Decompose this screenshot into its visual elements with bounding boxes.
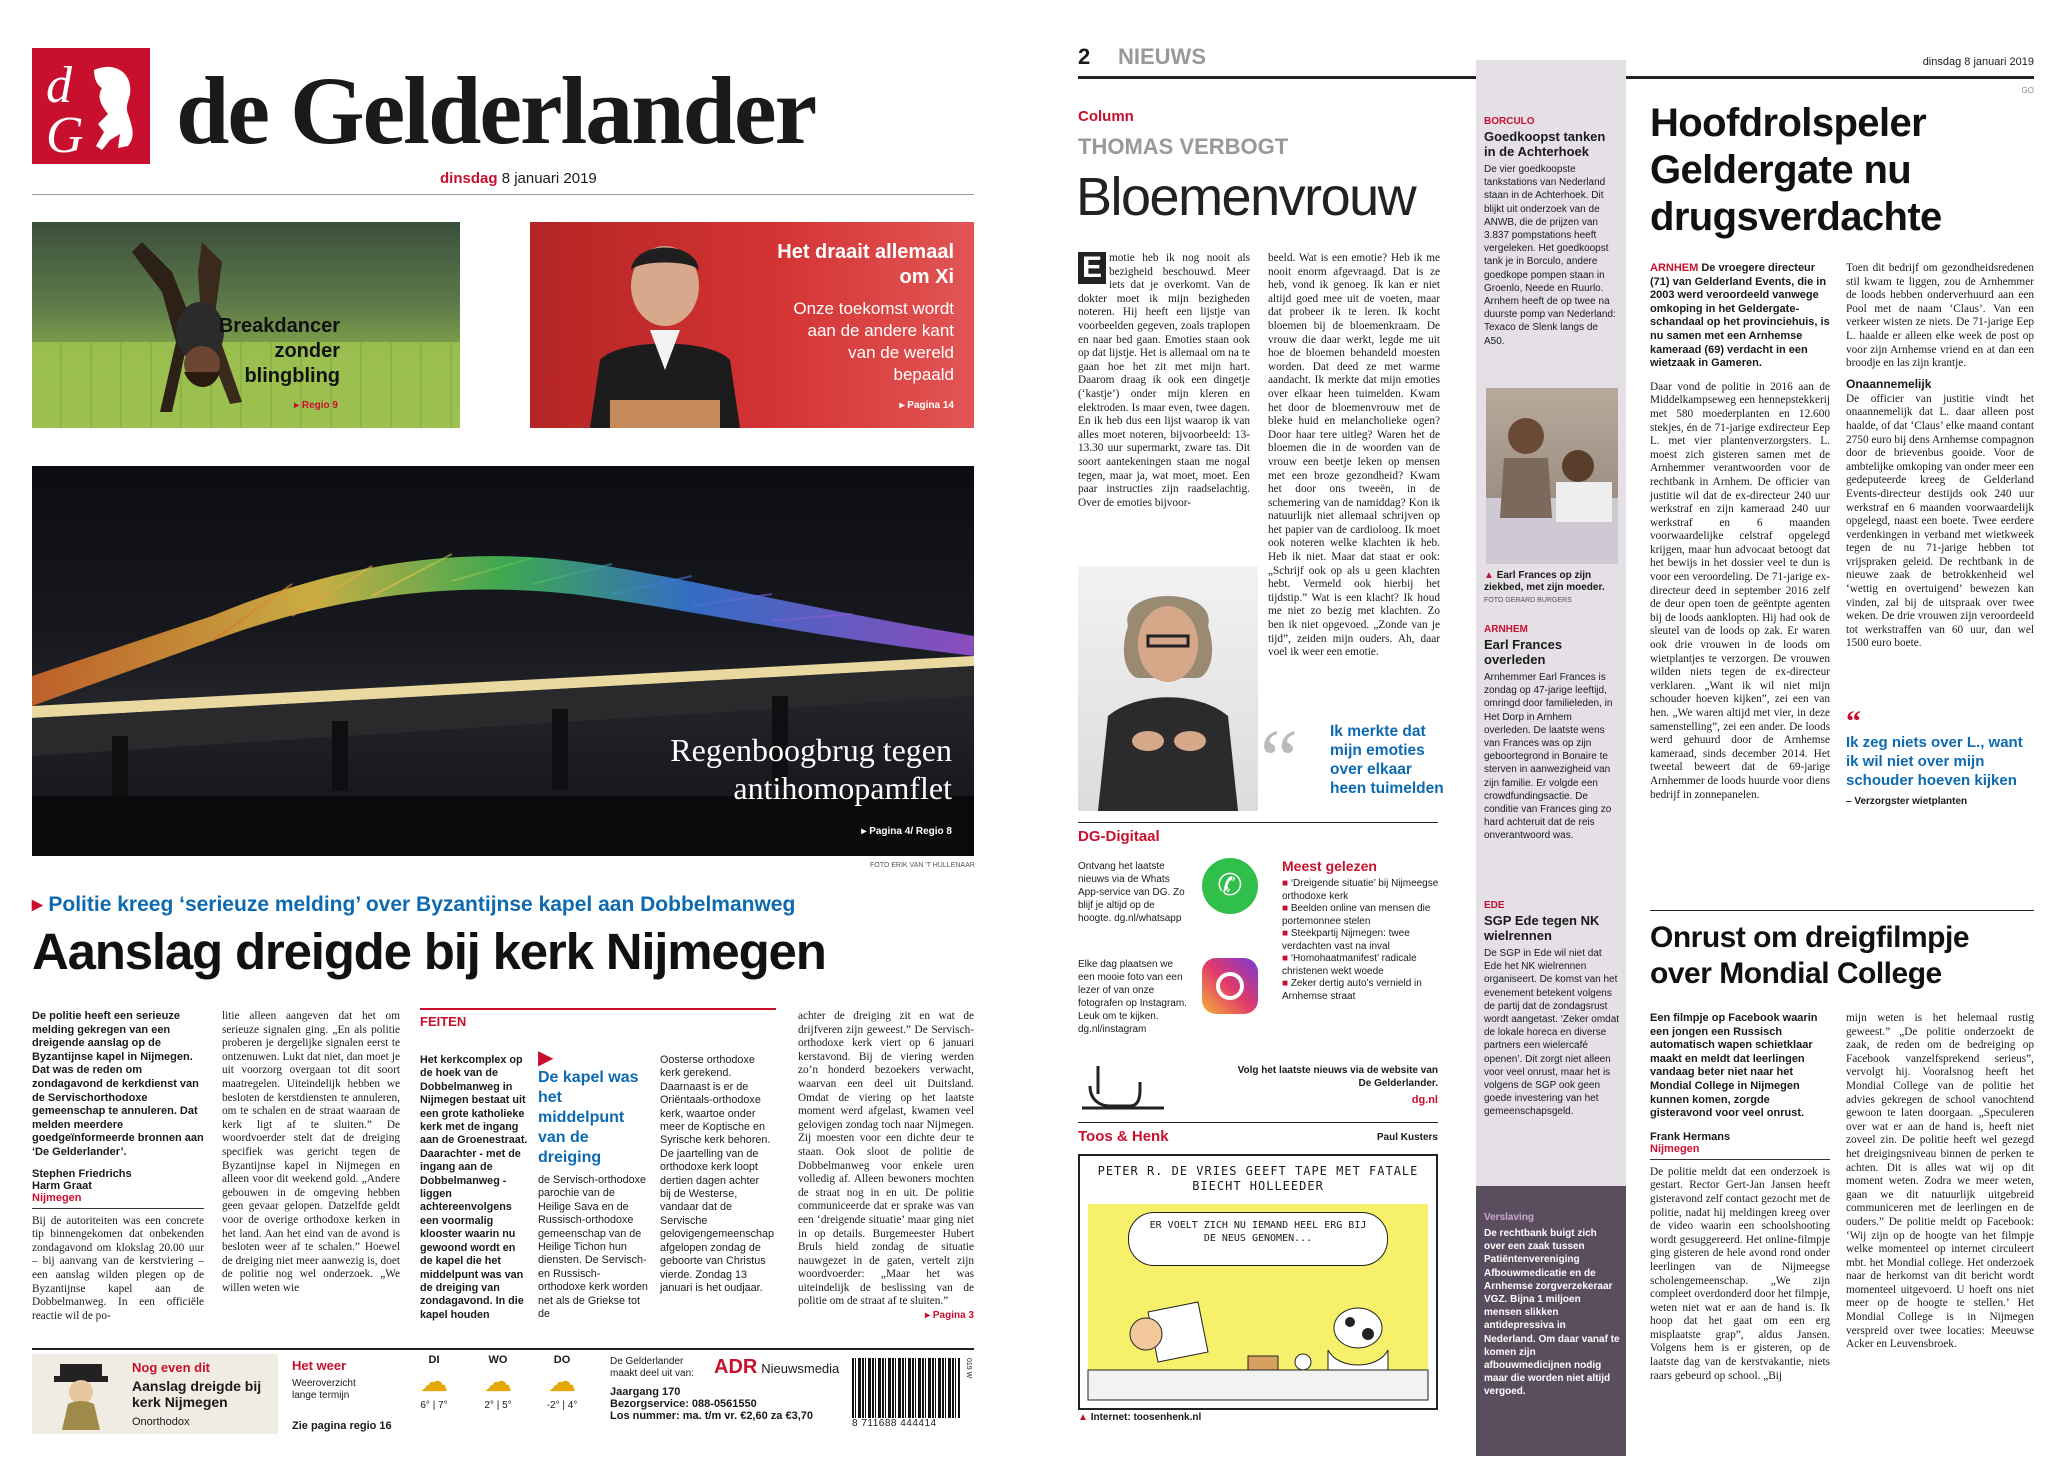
svg-text:d: d bbox=[46, 57, 72, 114]
lead-body-1: Bij de autoriteiten was een concrete tip binnengekomen dat onbekenden zondagavond om klokslag 20.00 uur – bij aanvang van de kerstviering – een aanslag wilden plegen op de Byzantijnse kapel aan de Dobbelmanweg. In een officiële reactie wil de po- bbox=[32, 1214, 204, 1322]
breakdance-photo bbox=[32, 222, 460, 428]
sidebar-block-1 bbox=[1484, 116, 1620, 348]
bullet-icon: ■ bbox=[1282, 928, 1289, 939]
weer-sub: Weeroverzicht lange termijn bbox=[292, 1378, 356, 1401]
story2-divider bbox=[1650, 1159, 1830, 1160]
weer-ref[interactable]: Zie pagina regio 16 bbox=[292, 1420, 392, 1432]
instagram-text[interactable]: Elke dag plaatsen we een mooie foto van een lezer of van onze fotografen op Instagram. Leuk om te kijken. dg.nl/instagram bbox=[1078, 959, 1187, 1035]
barcode-side: 019 W bbox=[965, 1358, 972, 1379]
publisher-line: De Gelderlander maakt deel uit van: bbox=[610, 1356, 694, 1379]
meest-item-text: ‘Dreigende situatie’ bij Nijmeegse orthodoxe kerk bbox=[1282, 878, 1439, 902]
comic-bg bbox=[1088, 1204, 1428, 1400]
nog-label: Nog even dit bbox=[132, 1360, 211, 1375]
story1-quote-src: – Verzorgster wietplanten bbox=[1846, 795, 1968, 807]
arrow-icon: ▸ bbox=[899, 400, 908, 411]
story2-body-1: De politie meldt dat een onderzoek is gestart. Rector Gert-Jan Jansen heeft gisteravond zelf contact gezocht met de politie, nadat hij meldingen kreeg over de video waarin een schoolshooting wordt gesuggereerd. Het online-filmpje ging gisteren de hele avond rond onder leerlingen van de Nijmeegse scholengemeenschap. „We zijn compleet overdonderd door het filmpje, weten niet wat er aan de hand is. Ik hoop dat het gaat om een erg misplaatste grap”, aldus Jansen. Volgens hem is er gisteren, op de laatste dag van de kerstvakantie, niets raars gebeurd op school. „Bij bbox=[1650, 1165, 1830, 1382]
sidebar-block-4 bbox=[1484, 1212, 1620, 1399]
meest-item-text: ‘Homohaatmanifest’ radicale christenen wekt woede bbox=[1282, 953, 1417, 977]
page-number: 2 bbox=[1078, 44, 1091, 69]
b3-title[interactable]: SGP Ede tegen NK wielrennen bbox=[1484, 913, 1600, 943]
story1-body-3: De officier van justitie vindt het onaannemelijk dat L. daar alleen post haalde, of dat ‘Claus’ elke maand contant 2750 euro bij dens Arnhemse compagnon door de brievenbus gooide. Voor de ambtelijke omkoping van onder meer een gedeputeerde kreeg de Gelderland Events-directeur destijds ook 240 uur werkstraf en 6 maanden voorwaardelijk opgelegd, naast een boete. Twee eerdere verdenkingen in verband met wietkweek tegen de nu 71-jarige hebben tot vrijspraken geleid. De rechtbank in de nieuwe zaak de betrokkenheid wel ‘wettig en overtuigend’ bewezen kan vinden, zal bij de uitspraak over twee weken. De drie vrouwen zijn veroordeeld tot werkstraffen van 60 uur, dan wel 1500 euro boete. bbox=[1846, 392, 2034, 650]
sun-cloud-icon: ☁ bbox=[484, 1367, 512, 1398]
story2-headline[interactable]: Onrust om dreigfilmpje over Mondial College bbox=[1650, 921, 1970, 990]
feiten-text-a: Het kerkcomplex op de hoek van de Dobbelmanweg in Nijmegen bestaat uit een grote katholieke kerk met de ingang aan de Groenestraat. Daarachter - met de ingang aan de Dobbelmanweg - liggen achtereenvolgens een voormalig klooster waarin nu gewoond wordt en de kapel die het middelpunt was van de dreiging van zondagavond. In die kapel houden bbox=[420, 1054, 528, 1321]
bridge-ref bbox=[861, 826, 952, 837]
bridge-title[interactable]: Regenboogbrug tegen antihomopamflet bbox=[670, 732, 952, 806]
story2-intro: Een filmpje op Facebook waarin een jongen een Russisch automatisch wapen schietklaar maakt en meldt dat leerlingen vandaag beter niet naar het Mondial College in Nijmegen kunnen komen, zorgde gisteravond voor veel onrust. bbox=[1650, 1012, 1818, 1120]
header-code: GO bbox=[2021, 86, 2034, 95]
comic-bubble-text: ER VOELT ZICH NU IEMAND HEEL ERG BIJ DE NEUS GENOMEN... bbox=[1149, 1220, 1367, 1244]
comic-caption: PETER R. DE VRIES GEEFT TAPE MET FATALE BIECHT HOLLEEDER bbox=[1097, 1164, 1419, 1193]
comic-link-text: Internet: toosenhenk.nl bbox=[1090, 1412, 1202, 1423]
whatsapp-icon[interactable]: ✆ bbox=[1202, 858, 1258, 914]
breakdance-ref bbox=[294, 400, 338, 411]
barcode-number: 8 711688 444414 bbox=[852, 1418, 937, 1429]
bezorgservice: Bezorgservice: 088-0561550 bbox=[610, 1398, 757, 1410]
nog-title: Aanslag dreigde bij kerk Nijmegen bbox=[132, 1378, 262, 1410]
lead-col-5 bbox=[798, 1010, 974, 1321]
sidebar-block-3 bbox=[1484, 900, 1620, 1119]
left-page bbox=[0, 0, 1000, 1470]
losnummer: Los nummer: ma. t/m vr. €2,60 za €3,70 bbox=[610, 1410, 813, 1422]
b1-text: De vier goedkoopste tankstations van Nederland staan in de Achterhoek. Dit blijkt uit onderzoek van de ANWB, die de prijzen van 3.837 pompstations heeft vergeleken. Het goedkoopst tank je in Borculo, andere goedkope pompen staan in Groenlo, Neede en Ruurlo. Arnhem heeft de op twee na duurste pomp van Nederland: Texaco de Slenk langs de A50. bbox=[1484, 164, 1616, 347]
adr-text: ADR bbox=[714, 1356, 758, 1378]
feiten-quote: De kapel was het middelpunt van de dreiging bbox=[538, 1069, 639, 1166]
b1-place: BORCULO bbox=[1484, 116, 1535, 127]
story1-intro bbox=[1650, 262, 1830, 371]
b2-text: Arnhemmer Earl Frances is zondag op 47-jarige leeftijd, omringd door familieleden, in Het Dorp in Arnhem overleden. De laatste wens van Frances was op zijn geboortegrond in Bonaire te sterven in aanwezigheid van zijn familie. Er volgde een crowdfundingsactie. De conditie van Frances ging zo hard achteruit dat de reis onverantwoord was. bbox=[1484, 672, 1613, 842]
column-quote bbox=[1260, 711, 1446, 807]
comic-label: Toos & Henk bbox=[1078, 1128, 1169, 1145]
lead-col-1 bbox=[32, 1010, 204, 1323]
volg-url[interactable]: dg.nl bbox=[1411, 1094, 1438, 1106]
date-rest: 8 januari 2019 bbox=[501, 170, 597, 187]
lead-headline[interactable]: Aanslag dreigde bij kerk Nijmegen bbox=[32, 923, 826, 980]
feiten-box bbox=[420, 1008, 776, 1330]
bridge-ref-text: Pagina 4/ Regio 8 bbox=[869, 826, 952, 837]
breakdance-ref-text: Regio 9 bbox=[301, 400, 338, 411]
news-sidebar bbox=[1476, 60, 1626, 1460]
day-temp: 2° | 5° bbox=[484, 1400, 512, 1411]
comic-panel bbox=[1078, 1154, 1438, 1410]
comic-bubble bbox=[1128, 1212, 1388, 1266]
header-date: dinsdag 8 januari 2019 bbox=[1922, 56, 2034, 68]
day-label: WO bbox=[488, 1354, 508, 1366]
lead-continue-ref[interactable] bbox=[798, 1310, 974, 1321]
comic-rule bbox=[1078, 1122, 1438, 1123]
xi-photo bbox=[530, 222, 974, 428]
arrow-icon: ▸ bbox=[861, 826, 870, 837]
digitaal-label: DG-Digitaal bbox=[1078, 828, 1160, 845]
day-label: DI bbox=[428, 1354, 440, 1366]
arrow-icon: ▸ bbox=[294, 400, 302, 411]
weather-day-1 bbox=[404, 1354, 464, 1411]
story1-place: ARNHEM bbox=[1650, 262, 1699, 274]
b2-title[interactable]: Earl Frances overleden bbox=[1484, 637, 1563, 667]
bullet-icon: ■ bbox=[1282, 978, 1289, 989]
svg-text:G: G bbox=[46, 107, 84, 164]
feiten-text-c: Oosterse orthodoxe kerk gerekend. Daarnaast is er de Oriëntaals-orthodoxe kerk, waartoe onder meer de Koptische en Syrische kerk behoren. De jaartelling van de orthodoxe kerk loopt dertien dagen achter bij de Westerse, vandaar dat de Servische gelovigengemeenschap afgelopen zondag de geboorte van Christus vierde. Zondag 13 januari is het oudjaar. bbox=[660, 1054, 775, 1294]
volg-text: Volg het laatste nieuws via de website van De Gelderlander. bbox=[1237, 1065, 1438, 1089]
priest-cartoon-icon bbox=[46, 1360, 116, 1430]
bullet-icon: ■ bbox=[1282, 953, 1289, 964]
instagram-lens bbox=[1216, 972, 1244, 1000]
bridge-credit: FOTO ERIK VAN 'T HULLENAAR bbox=[870, 862, 975, 869]
day-temp: -2° | 4° bbox=[546, 1400, 578, 1411]
quote-mark-icon: “ bbox=[1260, 711, 1299, 807]
nog-even-dit[interactable] bbox=[32, 1354, 278, 1434]
publisher-box bbox=[610, 1356, 850, 1422]
bridge-photo bbox=[32, 466, 974, 856]
quote-arrow-icon: ▶ bbox=[538, 1047, 554, 1069]
arrow-icon: ▸ bbox=[925, 1310, 933, 1321]
column-quote-text: Ik merkte dat mijn emoties over elkaar heen tuimelden bbox=[1330, 723, 1444, 797]
meest-item-text: Zeker dertig auto’s vernield in Arnhemse straat bbox=[1282, 978, 1422, 1002]
lead-divider bbox=[32, 1208, 204, 1209]
b2-place: ARNHEM bbox=[1484, 624, 1528, 635]
story1-quote-mark-icon: “ bbox=[1846, 704, 1861, 738]
lead-author-1: Stephen Friedrichs bbox=[32, 1167, 132, 1180]
xi-ref-text: Pagina 14 bbox=[907, 400, 954, 411]
section-name: NIEUWS bbox=[1118, 44, 1206, 69]
xi-ref bbox=[899, 400, 954, 411]
columnist-photo bbox=[1078, 566, 1258, 811]
hospital-bed-icon bbox=[1486, 388, 1618, 564]
barcode-bars bbox=[852, 1358, 960, 1418]
story1-col-2 bbox=[1846, 262, 2034, 807]
story2-author: Frank Hermans bbox=[1650, 1130, 1731, 1143]
lead-intro: De politie heeft een serieuze melding gekregen van een dreigende aanslag op de Byzantijnse kapel in Nijmegen. Dat was de reden om zondagavond de kerkdienst van de Servischorthodoxe gemeenschap te annuleren. Dat melden meerdere goedgeïnformeerde bronnen aan ‘De Gelderlander’. bbox=[32, 1010, 204, 1158]
column-author: THOMAS VERBOGT bbox=[1078, 134, 1289, 159]
arrow-icon: ▸ bbox=[32, 893, 43, 916]
xi-portrait-icon bbox=[580, 230, 750, 428]
column-col-2: beeld. Wat is een emotie? Heb ik me nooit enorm afgevraagd. Dat is ze heb, vond ik genoeg. Ik kan er niet altijd goed mee uit de voeten, maar dat probeer ik te leren. Ik kocht bloemen bij de bloemenkraam. De vrouw die daar werkt, legde me uit hoe de bloemen behandeld moesten worden. Dat deed ze met warme aandacht. Ik merkte dat mijn emoties over elkaar heen tuimelden. Kwam het door de bloemenvrouw met de bleke huid en melancholieke ogen? Door haar tere uitleg? Waren het de bloemen die in de woorden van de vrouw een beetje leken op mensen met een broze gezondheid? Kwam het door ons tweeën, in de schemering van de namiddag? Kon ik natuurlijk niet allemaal schrijven op het papier van de cardioloog. Ik moet ook noteren welke klachten ik heb. Heb ik niet. Maar dat staat er ook: „Schrijf ook op als u geen klachten hebt. Vermeld ook hierbij het tijdstip.” Wat is een klacht? Ik houd me niet zo bezig met klachten. Zo ben ik niet opgevoed. „Zonde van je tijd”, zeiden mijn ouders. Ah, daar voel ik weer een emotie. bbox=[1268, 252, 1440, 659]
dropcap: E bbox=[1078, 252, 1106, 284]
earl-frances-photo bbox=[1486, 388, 1618, 564]
photo-caption-text: Earl Frances op zijn ziekbed, met zijn moeder. bbox=[1484, 570, 1605, 593]
story2-place: Nijmegen bbox=[1650, 1142, 1700, 1155]
story1-subhead: Onaannemelijk bbox=[1846, 376, 1932, 391]
feiten-quote-block bbox=[538, 1048, 648, 1334]
comic-link[interactable] bbox=[1078, 1412, 1201, 1423]
feiten-label: FEITEN bbox=[420, 1014, 467, 1029]
column-title: Bloemenvrouw bbox=[1076, 167, 1416, 227]
story1-quote: Ik zeg niets over L., want ik wil niet over mijn schouder hoeven kijken bbox=[1846, 733, 2023, 789]
meest-label: Meest gelezen bbox=[1282, 858, 1377, 874]
right-page bbox=[1064, 0, 2048, 1470]
jaargang: Jaargang 170 bbox=[610, 1386, 681, 1398]
arrow-icon: ▲ bbox=[1484, 570, 1497, 581]
story2-col-1 bbox=[1650, 1012, 1830, 1396]
footer-rule bbox=[32, 1348, 974, 1350]
story2-rule bbox=[1650, 910, 2034, 911]
lead-place: Nijmegen bbox=[32, 1191, 82, 1204]
lead-continue-text: Pagina 3 bbox=[932, 1310, 974, 1321]
meest-item[interactable] bbox=[1282, 978, 1440, 1003]
column-body-1: motie heb ik nog nooit als bezigheid beschouwd. Meer iets dat je overkomt. Van de dokter moet ik mijn bezigheden noteren. Hij heeft een lijstje van voorbeelden gegeven, zoals traplopen en naar bed gaan. Emoties staan ook op dat lijstje. Het is allemaal om na te gaan hoe het zit met mijn hart. Daarom draag ik ook een dingetje (‘kastje’) onder mijn kleren en elektroden. Is maar even, twee dagen. En ik heb dus een lijst waarop ik van alles moet noteren, bijvoorbeeld: 13-13.30 uur supermarkt, zware tas. Dit soort aantekeningen staan me nogal tegen, maar ja, wat moet, moet. Een paar instructies zijn raadselachtig. Over de emoties bijvoor- bbox=[1078, 252, 1250, 509]
feiten-text-b: de Servisch-orthodoxe parochie van de Heilige Sava en de Russisch-orthodoxe gemeenschap van de Heilige Tichon hun diensten. De Servisch- en Russisch-orthodoxe kerk worden net als de Griekse tot de bbox=[538, 1174, 648, 1321]
arrow-icon: ▲ bbox=[1078, 1412, 1091, 1423]
barcode bbox=[852, 1358, 970, 1434]
story1-headline[interactable]: Hoofdrolspeler Geldergate nu drugsverdachte bbox=[1650, 101, 1942, 239]
b3-text: De SGP in Ede wil niet dat Ede het NK wielrennen organiseert. De komst van het evenement betekent volgens de partij dat de zondagsrust wordt aangetast. ‘Zeker omdat de lokale horeca en diverse partners een wielercafé openen’. Dit zorgt niet alleen voor veel onrust, maar het is volgens de SGP ook geen goede investering van het gemeenschapsgeld. bbox=[1484, 948, 1620, 1118]
story1-body-1: Daar vond de politie in 2016 aan de Middelkampseweg een hennepstekkerij met 580 moederplanten en 12.600 stekjes, én de 71-jarige exdirecteur Eep L. met vier plantenverzorgsters. L. moest zich gisteren samen met de Arnhemmer verantwoorden voor de rechtbank in Arnhem. De officier van justitie wil dat de ex-directeur 240 uur werkstraf en zijn kameraad 240 uur werkstraf en 6 maanden voorwaardelijke celstraf opgelegd krijgen, maar hun advocaat betoogt dat het bewijs in het dossier veel te dun is voor een veroordeling. De 71-jarige ex-directeur deed in september 2016 zelf de deur open toen de geëntpte agenten bij de loods aanklopten. Hij had ook de sleutel van de loods op zak. Er waren ook drie vrouwen in de loods om wietplantjes te verzorgen. De vrouwen wilden niets tegen de ex-directeur verklaren. „Want ik wil niet mijn schouder hoeven kijken”, zei een van hen. „We waren altijd met vier, in deze samenstelling”, zei een ander. De loods werd gehuurd door de Arnhemse kameraad, sinds december 2014. Het tweetal beweert dat de 69-jarige Arnhemmer de loods huurde voor diens bedrijf in zonnepanelen. bbox=[1650, 380, 1830, 801]
column-label: Column bbox=[1078, 108, 1134, 125]
weather-box bbox=[292, 1354, 592, 1434]
horse-logo-icon bbox=[32, 48, 150, 164]
lead-body-5: achter de dreiging zit en wat de drijfveren zijn geweest.” De Servisch-orthodoxe kerk viert op 6 januari kerstavond. Bij de viering werden zo’n honderd bezoekers verwacht, waarvan een deel uit Duitsland. Omdat de viering op het laatste moment werd afgelast, kwamen veel gelovigen zondag toch naar Nijmegen. Zij moesten voor een dichte deur te staan. Ook sloot de politie de Dobbelmanweg voor enkele uren volledig af. Alleen bewoners mochten de straat nog in en uit. De politie communiceerde dat er sprake was van een ‘dreigende situatie’ maar ging niet in op details. Burgemeester Hubert Bruls hield zondag de situatie nauwgezet in de gaten, vertelt zijn woordvoerder: „Maar het was uiteindelijk de beslissing van de politie om de straat af te sluiten.” bbox=[798, 1010, 974, 1308]
bullet-icon: ■ bbox=[1282, 903, 1289, 914]
lead-author-2: Harm Graat bbox=[32, 1179, 92, 1192]
nog-sub: Onorthodox bbox=[132, 1416, 190, 1428]
photo-credit: FOTO GERARD BURGERS bbox=[1484, 597, 1572, 604]
meest-item[interactable] bbox=[1282, 903, 1440, 928]
breakdance-title[interactable]: Breakdancer zonder blingbling bbox=[218, 315, 340, 387]
sidebar-block-2 bbox=[1484, 624, 1620, 843]
whatsapp-text[interactable]: Ontvang het laatste nieuws via de Whats App-service van DG. Zo blijf je altijd op de hoogte. dg.nl/whatsapp bbox=[1078, 861, 1185, 924]
weer-label: Het weer bbox=[292, 1358, 347, 1373]
story1-body-2: Toen dit bedrijf om gezondheidsredenen stil kwam te liggen, zou de Arnhemmer de loods hebben onderverhuurd aan een Pool met de naam ‘Claus’. Van een verkeer wisten ze niets. De 71-jarige Eep L. haalde er alleen elke week de post op voor zijn Arnhemse vriend en at dan een broodje en las zijn krantje. bbox=[1846, 262, 2034, 370]
columnist-portrait-icon bbox=[1078, 566, 1258, 811]
meest-gelezen bbox=[1282, 858, 1440, 1003]
b3-place: EDE bbox=[1484, 900, 1505, 911]
weather-day-2 bbox=[468, 1354, 528, 1411]
weather-day-3 bbox=[532, 1354, 592, 1411]
masthead-rule bbox=[32, 194, 974, 195]
adr-logo bbox=[714, 1356, 839, 1379]
day-label: DO bbox=[553, 1354, 571, 1366]
meest-item[interactable] bbox=[1282, 878, 1440, 903]
masthead-logo bbox=[32, 48, 150, 164]
touch-hand-icon bbox=[1078, 1060, 1168, 1112]
xi-title[interactable]: Het draait allemaal om Xi bbox=[777, 241, 954, 288]
nieuwsmedia-text: Nieuwsmedia bbox=[761, 1361, 840, 1376]
day-temp: 6° | 7° bbox=[420, 1400, 448, 1411]
meest-item[interactable] bbox=[1282, 953, 1440, 978]
meest-item-text: Beelden online van mensen die portemonnee stelen bbox=[1282, 903, 1431, 927]
comic-author: Paul Kusters bbox=[1376, 1132, 1438, 1143]
sun-cloud-icon: ☁ bbox=[420, 1367, 448, 1398]
lead-kicker[interactable] bbox=[32, 892, 795, 917]
digitaal-rule bbox=[1078, 822, 1438, 823]
photo-caption bbox=[1484, 570, 1620, 607]
date-day: dinsdag bbox=[440, 170, 498, 187]
instagram-icon[interactable] bbox=[1202, 958, 1258, 1014]
meest-item[interactable] bbox=[1282, 928, 1440, 953]
bullet-icon: ■ bbox=[1282, 878, 1289, 889]
comic-scene-icon bbox=[1088, 1272, 1428, 1400]
story2-col-2: mijn weten is het helemaal rustig geweest.” „De politie onderzoekt de zaak, de reden om de bedreiging op Facebook vanzelfsprekend serieus”, vervolgt hij. Vooralsnog heeft het Mondial College van de politie het advies gekregen de school vanochtend gewoon te laten doorgaan. „Speculeren over wat er aan de hand is, heeft niet zoveel zin. De politie heeft wel gezegd het dreigingsniveau binnen de perken te achten. Dit is alles wat wij op dit moment weten. Zodra we meer weten, gaan we dit natuurlijk uitgebreid communiceren met de leerlingen en de ouders.” De politie meldt op Facebook: ‘Wij zijn op de hoogte van het filmpje welke momenteel op internet circuleert mbt. het Mondial college. Het onderzoek naar de herkomst van dit bericht wordt momenteel uitgevoerd. U hoeft ons niet meer op de hoogte te stellen.’ Het Mondial College is in Nijmegen verspreid over twee locaties: Meeuwse Acker en Leuvensbroek. bbox=[1846, 1012, 2034, 1351]
masthead-date bbox=[440, 170, 597, 187]
story1-col-1 bbox=[1650, 262, 1830, 885]
meest-item-text: Steekpartij Nijmegen: twee verdachten vast na inval bbox=[1282, 928, 1410, 952]
lead-col-2: litie alleen aangeven dat het om serieuze signalen ging. „En als politie proberen je dergelijke signalen eerst te ontzenuwen. Lukt dat niet, dan moet je uit voorzorg overgaan tot dit soort maatregelen. Uiteindelijk hebben we besloten de kerstdiensten te annuleren, om te schalen en de straat waaraan de kerk ligt af te sluiten.” De woordvoerder stelt dat de dreiging specifiek was gericht tegen de Byzantijnse kapel in Nijmegen en alleen voor dit weekend gold. „Andere gebouwen in de omgeving hebben geen gevaar gelopen. Datzelfde geldt voor de overige orthodoxe kerken in het land. Aan het eind van de avond is besloten weer af te schalen.” Hoewel de dreiging niet meer aanwezig is, doet de politie nog wel onderzoek. „We willen weten wie bbox=[222, 1010, 400, 1294]
masthead-title: de Gelderlander bbox=[176, 57, 816, 164]
b4-text: De rechtbank buigt zich over een zaak tussen Patiëntenvereniging Afbouwmedicatie en de Arnhemse zorgverzekeraar VGZ. Bijna 1 miljoen mensen slikken antidepressiva in Nederland. Om daar vanaf te komen zijn afbouwmedicijnen nodig maar die worden niet altijd vergoed. bbox=[1484, 1228, 1620, 1398]
xi-sub: Onze toekomst wordt aan de andere kant van de wereld bepaald bbox=[793, 299, 954, 384]
lead-kicker-text: Politie kreeg ‘serieuze melding’ over Byzantijnse kapel aan Dobbelmanweg bbox=[48, 893, 796, 916]
column-col-1 bbox=[1078, 252, 1250, 548]
b4-label: Verslaving bbox=[1484, 1212, 1535, 1223]
b1-title[interactable]: Goedkoopst tanken in de Achterhoek bbox=[1484, 129, 1606, 159]
story1-intro-text: De vroegere directeur (71) van Gelderland Events, die in 2003 werd veroordeeld vanwege omkoping in het Geldergate-schandaal op het provinciehuis, is nu samen met een Arnhemse kameraad (69) verdacht in een wietzaak in Gameren. bbox=[1650, 262, 1830, 370]
sun-cloud-icon: ☁ bbox=[548, 1367, 576, 1398]
